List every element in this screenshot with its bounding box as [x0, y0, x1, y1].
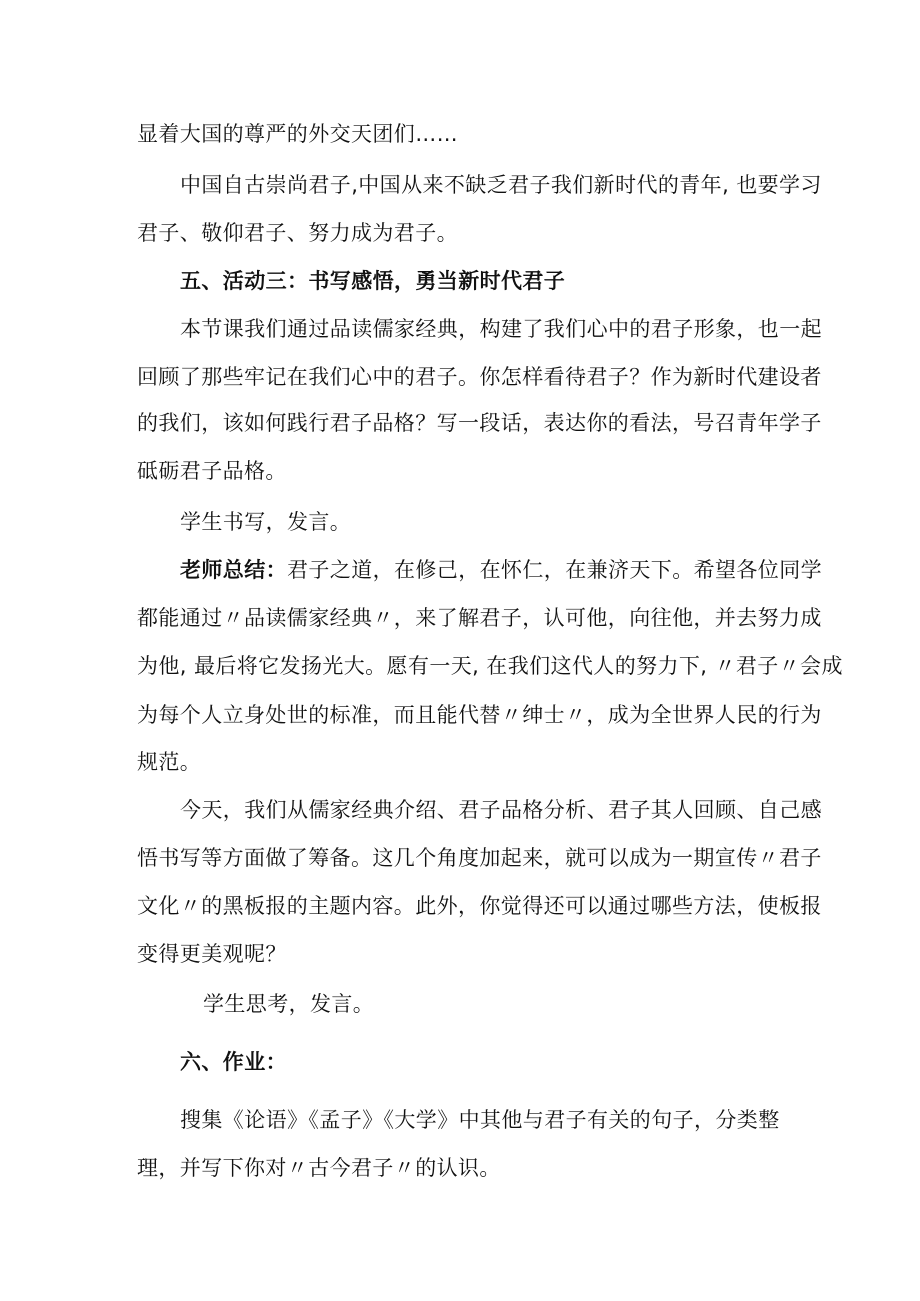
- paragraph-line: 的我们，该如何践行君子品格？写一段话，表达你的看法，号召青年学子: [137, 411, 822, 435]
- paragraph-line: 砥砺君子品格。: [137, 459, 287, 483]
- paragraph-line: 搜集《论语》《孟子》《大学》中其他与君子有关的句子，分类整: [180, 1108, 780, 1132]
- paragraph-line: 理，并写下你对〃古今君子〃的认识。: [137, 1156, 501, 1180]
- paragraph-line: 学生思考，发言。: [203, 992, 375, 1016]
- paragraph-line: 文化〃的黑板报的主题内容。此外，你觉得还可以通过哪些方法，使板报: [137, 894, 822, 918]
- paragraph-line: 变得更美观呢？: [137, 942, 287, 966]
- paragraph-line: 显着大国的尊严的外交天团们……: [137, 122, 458, 146]
- paragraph-line: 规范。: [137, 750, 202, 774]
- paragraph-line: 回顾了那些牢记在我们心中的君子。你怎样看待君子？作为新时代建设者: [137, 365, 822, 389]
- summary-label: 老师总结：: [180, 558, 287, 582]
- paragraph-line: 都能通过〃品读儒家经典〃，来了解君子，认可他，向往他，并去努力成: [137, 606, 822, 630]
- paragraph-line: 中国自古崇尚君子,中国从来不缺乏君子我们新时代的青年, 也要学习: [180, 173, 822, 197]
- section-heading: 五、活动三：书写感悟，勇当新时代君子: [180, 269, 566, 293]
- paragraph-line: 悟书写等方面做了筹备。这几个角度加起来，就可以成为一期宣传〃君子: [137, 846, 822, 870]
- paragraph-line: 今天，我们从儒家经典介绍、君子品格分析、君子其人回顾、自己感: [180, 798, 822, 822]
- paragraph-line: 为他, 最后将它发扬光大。愿有一天, 在我们这代人的努力下, 〃君子〃会成: [137, 654, 843, 678]
- section-heading: 六、作业：: [180, 1050, 287, 1074]
- summary-text: 君子之道，在修己，在怀仁，在兼济天下。希望各位同学: [287, 558, 822, 582]
- summary-line: [180, 555, 822, 585]
- paragraph-line: 本节课我们通过品读儒家经典，构建了我们心中的君子形象，也一起: [180, 317, 822, 341]
- paragraph-line: 君子、敬仰君子、努力成为君子。: [137, 221, 458, 245]
- paragraph-line: 为每个人立身处世的标准，而且能代替〃绅士〃，成为全世界人民的行为: [137, 703, 822, 727]
- paragraph-line: 学生书写，发言。: [180, 510, 352, 534]
